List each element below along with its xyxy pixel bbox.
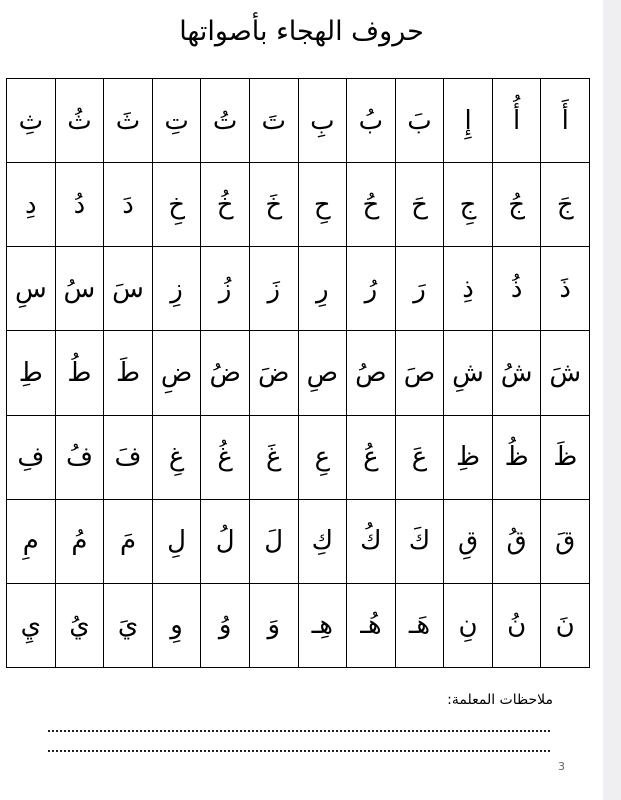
letter-cell: ثَ <box>104 79 153 163</box>
letter-cell: سُ <box>55 247 104 331</box>
letter-cell: نَ <box>541 583 590 667</box>
letter-cell: نِ <box>444 583 493 667</box>
grid-row <box>7 499 590 583</box>
letter-cell: عَ <box>395 415 444 499</box>
letter-cell: ضِ <box>152 331 201 415</box>
letter-cell: شِ <box>444 331 493 415</box>
letter-cell: دَ <box>104 163 153 247</box>
letter-cell: شُ <box>492 331 541 415</box>
letter-cell: مِ <box>7 499 56 583</box>
letter-cell: تُ <box>201 79 250 163</box>
letter-cell: شَ <box>541 331 590 415</box>
letters-grid <box>6 78 590 668</box>
page-number: 3 <box>558 760 565 773</box>
letter-cell: هِـ <box>298 583 347 667</box>
letter-cell: طِ <box>7 331 56 415</box>
letter-cell: تَ <box>249 79 298 163</box>
letter-cell: فَ <box>104 415 153 499</box>
letter-cell: وِ <box>152 583 201 667</box>
grid-row <box>7 415 590 499</box>
letter-cell: وُ <box>201 583 250 667</box>
grid-row <box>7 79 590 163</box>
notes-dotted-line-2 <box>48 750 550 752</box>
letter-cell: وَ <box>249 583 298 667</box>
letter-cell: بُ <box>347 79 396 163</box>
letter-cell: رُ <box>347 247 396 331</box>
letter-cell: جَ <box>541 163 590 247</box>
letter-cell: عِ <box>298 415 347 499</box>
letter-cell: صَ <box>395 331 444 415</box>
letter-cell: جِ <box>444 163 493 247</box>
letter-cell: يَ <box>104 583 153 667</box>
letter-cell: خِ <box>152 163 201 247</box>
letter-cell: كَ <box>395 499 444 583</box>
letter-cell: قِ <box>444 499 493 583</box>
letter-cell: هُـ <box>347 583 396 667</box>
letter-cell: حُ <box>347 163 396 247</box>
letter-cell: يُ <box>55 583 104 667</box>
letter-cell: مَ <box>104 499 153 583</box>
letter-cell: عُ <box>347 415 396 499</box>
letter-cell: قَ <box>541 499 590 583</box>
grid-row <box>7 163 590 247</box>
letter-cell: ضُ <box>201 331 250 415</box>
right-margin-strip <box>603 0 621 800</box>
letter-cell: صِ <box>298 331 347 415</box>
grid-row <box>7 331 590 415</box>
letter-cell: كُ <box>347 499 396 583</box>
letter-cell: بِ <box>298 79 347 163</box>
letter-cell: ظَ <box>541 415 590 499</box>
letter-cell: أَ <box>541 79 590 163</box>
letter-cell: لَ <box>249 499 298 583</box>
letter-cell: لِ <box>152 499 201 583</box>
letter-cell: أُ <box>492 79 541 163</box>
page-title: حروف الهجاء بأصواتها <box>179 16 424 47</box>
letter-cell: غَ <box>249 415 298 499</box>
letter-cell: ذِ <box>444 247 493 331</box>
letter-cell: إِ <box>444 79 493 163</box>
letter-cell: سِ <box>7 247 56 331</box>
letter-cell: زُ <box>201 247 250 331</box>
letter-cell: رِ <box>298 247 347 331</box>
letter-cell: غُ <box>201 415 250 499</box>
letter-cell: كِ <box>298 499 347 583</box>
letter-cell: زَ <box>249 247 298 331</box>
letter-cell: خَ <box>249 163 298 247</box>
letter-cell: لُ <box>201 499 250 583</box>
letter-cell: غِ <box>152 415 201 499</box>
letter-cell: حِ <box>298 163 347 247</box>
grid-row <box>7 247 590 331</box>
letter-cell: رَ <box>395 247 444 331</box>
letter-cell: سَ <box>104 247 153 331</box>
letter-cell: مُ <box>55 499 104 583</box>
letter-cell: ثِ <box>7 79 56 163</box>
letter-cell: زِ <box>152 247 201 331</box>
letter-cell: طَ <box>104 331 153 415</box>
letter-cell: هَـ <box>395 583 444 667</box>
grid-row <box>7 583 590 667</box>
letter-cell: ثُ <box>55 79 104 163</box>
letter-cell: حَ <box>395 163 444 247</box>
letter-cell: نُ <box>492 583 541 667</box>
letter-cell: بَ <box>395 79 444 163</box>
letter-cell: دِ <box>7 163 56 247</box>
notes-dotted-line-1 <box>48 730 550 732</box>
letter-cell: ضَ <box>249 331 298 415</box>
letter-cell: ذُ <box>492 247 541 331</box>
letter-cell: ذَ <box>541 247 590 331</box>
letter-cell: خُ <box>201 163 250 247</box>
letter-cell: ظِ <box>444 415 493 499</box>
letter-cell: ظُ <box>492 415 541 499</box>
letter-cell: جُ <box>492 163 541 247</box>
letter-cell: صُ <box>347 331 396 415</box>
letter-cell: طُ <box>55 331 104 415</box>
letter-cell: يِ <box>7 583 56 667</box>
letter-cell: قُ <box>492 499 541 583</box>
letter-cell: فُ <box>55 415 104 499</box>
letter-cell: فِ <box>7 415 56 499</box>
letter-cell: دُ <box>55 163 104 247</box>
teacher-notes-label: ملاحظات المعلمة: <box>447 692 553 708</box>
letter-cell: تِ <box>152 79 201 163</box>
